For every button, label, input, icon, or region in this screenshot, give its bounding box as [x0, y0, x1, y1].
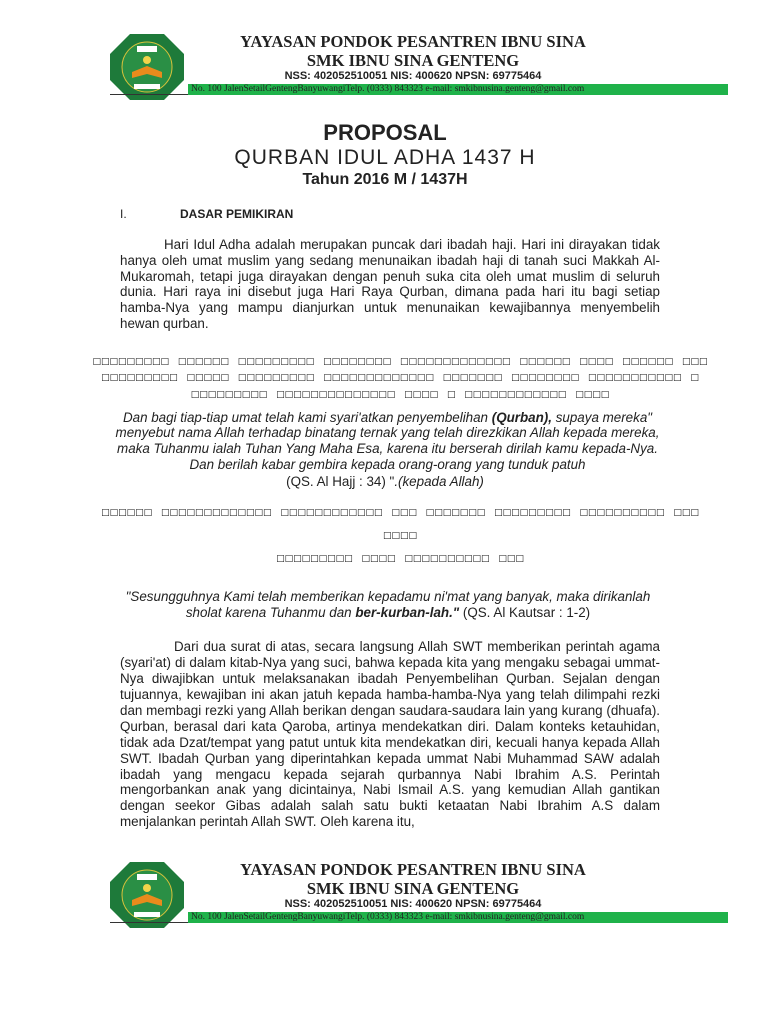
school-logo-icon: [108, 860, 186, 930]
quote-bold: ber-kurban-lah.": [355, 605, 460, 621]
quote-hajj-ref: [100, 474, 670, 490]
arabic-line: □□□□□□□□□ □□□□□□□□□□□□□□ □□□□ □ □□□□□□□□□□□□ □□□□: [190, 390, 610, 401]
letterhead-bottom: [0, 858, 768, 934]
arabic-verse-1: [80, 354, 720, 404]
proposal-subtitle: QURBAN IDUL ADHA 1437 H: [234, 146, 536, 169]
section-heading: DASAR PEMIKIRAN: [180, 207, 294, 221]
proposal-title: PROPOSAL: [323, 120, 447, 145]
letterhead-top: [0, 30, 768, 106]
ref-note: .(kepada Allah): [394, 474, 484, 490]
arabic-line: □□□□□□□□□ □□□□□ □□□□□□□□□ □□□□□□□□□□□□□ □□□□□□□ □□□□□□□□ □□□□□□□□□□□ □: [101, 373, 699, 384]
school-logo-icon: [108, 32, 186, 102]
intro-paragraph: Hari Idul Adha adalah merupakan puncak dari ibadah haji. Hari ini dirayakan tidak hanya oleh umat muslim yang sedang menunaikan ibadah haji di tanah suci Makkah Al-Mukaromah, tetapi juga dirayakan dengan penuh suka cita oleh umat muslim di seluruh dunia. Hari raya ini disebut juga Hari Raya Qurban, dimana pada hari itu bagi setiap hamba-Nya yang mampu dianjurkan untuk menunaikan kewajibannya menyembelih hewan qurban.: [120, 237, 660, 331]
quote-hajj: [115, 410, 660, 472]
school-address: No. 100 JalenSetailGentengBanyuwangiTelp. (0333) 843323 e-mail: smkibnusina.genteng@gmail.com: [188, 912, 728, 923]
document-body: [0, 120, 768, 830]
ref-text: (QS. Al Kautsar : 1-2): [459, 605, 591, 621]
proposal-year: Tahun 2016 M / 1437H: [302, 171, 468, 188]
quote-kautsar: [118, 589, 658, 621]
school-address: No. 100 JalenSetailGentengBanyuwangiTelp. (0333) 843323 e-mail: smkibnusina.genteng@gmail.com: [188, 84, 728, 95]
school-name: SMK IBNU SINA GENTENG: [306, 51, 520, 70]
divider: [110, 922, 188, 923]
body-paragraph: Dari dua surat di atas, secara langsung Allah SWT memberikan perintah agama (syari'at) di dalam kitab-Nya yang suci, bahwa kepada kita yang mengaku sebagai ummat-Nya diwajibkan untuk melaksanakan ibadah Penyembelihan Qurban. Sejalan dengan tujuannya, kewajiban ini akan jatuh kepada hamba-hamba-Nya yang telah dilimpahi rezki dan membagi rezki yang Allah berikan dengan saudara-saudara lain yang kurang (dhuafa). Qurban, berasal dari kata Qaroba, artinya mendekatkan diri. Dalam konteks ketauhidan, tidak ada Dzat/tempat yang patut untuk kita mendekatkan diri, kecuali hanya kepada Allah SWT. Ibadah Qurban yang diperintahkan kepada ummat Nabi Muhammad SAW adalah ibadah yang mengacu kepada sejarah qurbannya Nabi Ibrahim A.S. Perintah mengorbankan anak yang dicintainya, Nabi Ismail A.S. yang kemudian Allah gantikan dengan seekor Gibas adalah salah satu bukti ketaatan Nabi Ibrahim A.S dalam menjalankan perintah Allah SWT. Oleh karena itu,: [120, 639, 660, 830]
letterhead-text: [188, 860, 730, 923]
arabic-line: □□□□□□□□□ □□□□ □□□□□□□□□□ □□□: [276, 554, 524, 565]
school-name: SMK IBNU SINA GENTENG: [306, 879, 520, 899]
section-title: [120, 207, 768, 222]
arabic-line: □□□□□□□□□ □□□□□□ □□□□□□□□□ □□□□□□□□ □□□□□□□□□□□□□ □□□□□□ □□□□ □□□□□□ □□□: [92, 356, 708, 367]
quote-bold: (Qurban),: [491, 409, 552, 425]
arabic-line: □□□□□□ □□□□□□□□□□□□□ □□□□□□□□□□□□ □□□ □□□□□□□ □□□□□□□□□ □□□□□□□□□□ □□□ □□□□: [101, 508, 699, 542]
quote-text: "Sesungguhnya Kami telah memberikan kepadamu ni'mat yang banyak, maka dirikanlah sholat karena Tuhanmu dan: [125, 589, 651, 621]
letterhead-text: [188, 32, 730, 95]
foundation-name: YAYASAN PONDOK PESANTREN IBNU SINA: [240, 32, 586, 51]
arabic-verse-2: [80, 502, 720, 571]
quote-text: Dan bagi tiap-tiap umat telah kami syari'atkan penyembelihan: [122, 409, 492, 425]
school-ids: NSS: 402052510051 NIS: 400620 NPSN: 69775464: [284, 898, 542, 911]
ref-text: (QS. Al Hajj : 34) ": [286, 474, 395, 490]
quote-text: supaya mereka" menyebut nama Allah terhadap binatang ternak yang telah direzkikan Allah kepada mereka, maka Tuhanmu ialah Tuhan Yang Maha Esa, karena itu berserah dirilah kamu kepada-Nya. Dan berilah kabar gembira kepada orang-orang yang tunduk patuh: [115, 409, 660, 472]
foundation-name: YAYASAN PONDOK PESANTREN IBNU SINA: [240, 860, 586, 880]
divider: [110, 94, 188, 95]
section-number: I.: [120, 207, 127, 221]
school-ids: NSS: 402052510051 NIS: 400620 NPSN: 69775464: [284, 70, 542, 82]
